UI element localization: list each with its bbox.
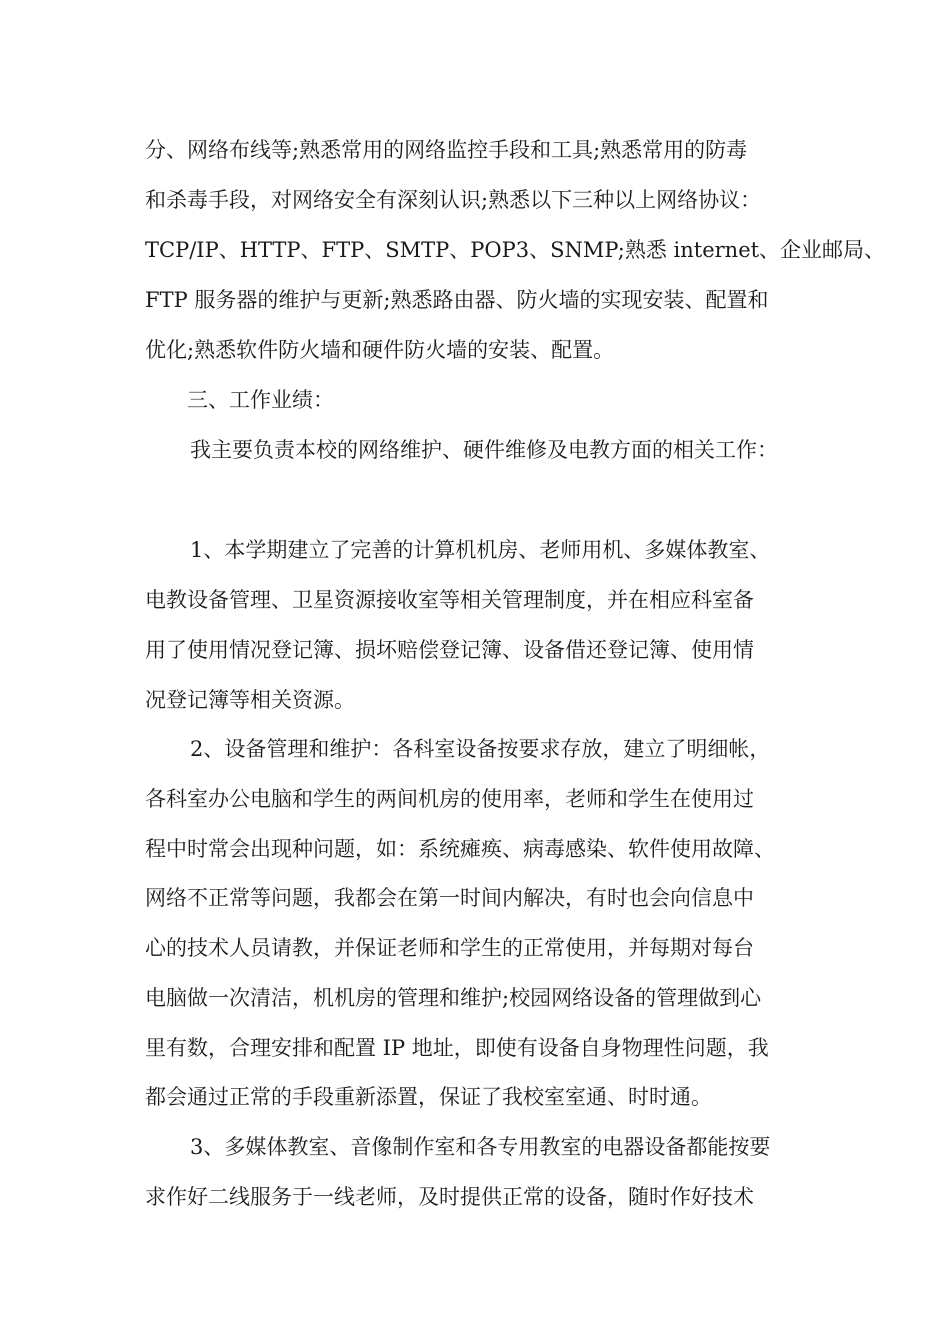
text-line: 1、本学期建立了完善的计算机机房、老师用机、多媒体教室、 bbox=[190, 538, 771, 562]
text-line: 和杀毒手段，对网络安全有深刻认识;熟悉以下三种以上网络协议： bbox=[145, 188, 762, 212]
text-line: 各科室办公电脑和学生的两间机房的使用率，老师和学生在使用过 bbox=[145, 787, 754, 811]
text-line: 况登记簿等相关资源。 bbox=[145, 688, 355, 712]
text-line: 心的技术人员请教，并保证老师和学生的正常使用，并每期对每台 bbox=[145, 936, 754, 960]
text-line: 3、多媒体教室、音像制作室和各专用教室的电器设备都能按要 bbox=[190, 1135, 771, 1159]
text-line: FTP 服务器的维护与更新;熟悉路由器、防火墙的实现安装、配置和 bbox=[145, 288, 769, 312]
text-line: 程中时常会出现种问题，如：系统瘫痪、病毒感染、软件使用故障、 bbox=[145, 837, 775, 861]
text-line: 2、设备管理和维护：各科室设备按要求存放，建立了明细帐， bbox=[190, 737, 771, 761]
text-line: 电脑做一次清洁，机机房的管理和维护;校园网络设备的管理做到心 bbox=[145, 986, 762, 1010]
section-heading: 三、工作业绩： bbox=[187, 388, 334, 412]
text-line: 我主要负责本校的网络维护、硬件维修及电教方面的相关工作： bbox=[190, 438, 778, 462]
text-line: 优化;熟悉软件防火墙和硬件防火墙的安装、配置。 bbox=[145, 338, 615, 362]
text-line: 网络不正常等问题，我都会在第一时间内解决，有时也会向信息中 bbox=[145, 886, 754, 910]
text-line: 里有数，合理安排和配置 IP 地址，即使有设备自身物理性问题，我 bbox=[145, 1036, 769, 1060]
text-line: 用了使用情况登记簿、损坏赔偿登记簿、设备借还登记簿、使用情 bbox=[145, 638, 754, 662]
text-line: 分、网络布线等;熟悉常用的网络监控手段和工具;熟悉常用的防毒 bbox=[145, 138, 748, 162]
text-line: TCP/IP、HTTP、FTP、SMTP、POP3、SNMP;熟悉 internet、企业邮局、 bbox=[145, 238, 886, 262]
text-line: 都会通过正常的手段重新添置，保证了我校室室通、时时通。 bbox=[145, 1085, 712, 1109]
text-line: 电教设备管理、卫星资源接收室等相关管理制度，并在相应科室备 bbox=[145, 588, 754, 612]
text-line: 求作好二线服务于一线老师，及时提供正常的设备，随时作好技术 bbox=[145, 1185, 754, 1209]
